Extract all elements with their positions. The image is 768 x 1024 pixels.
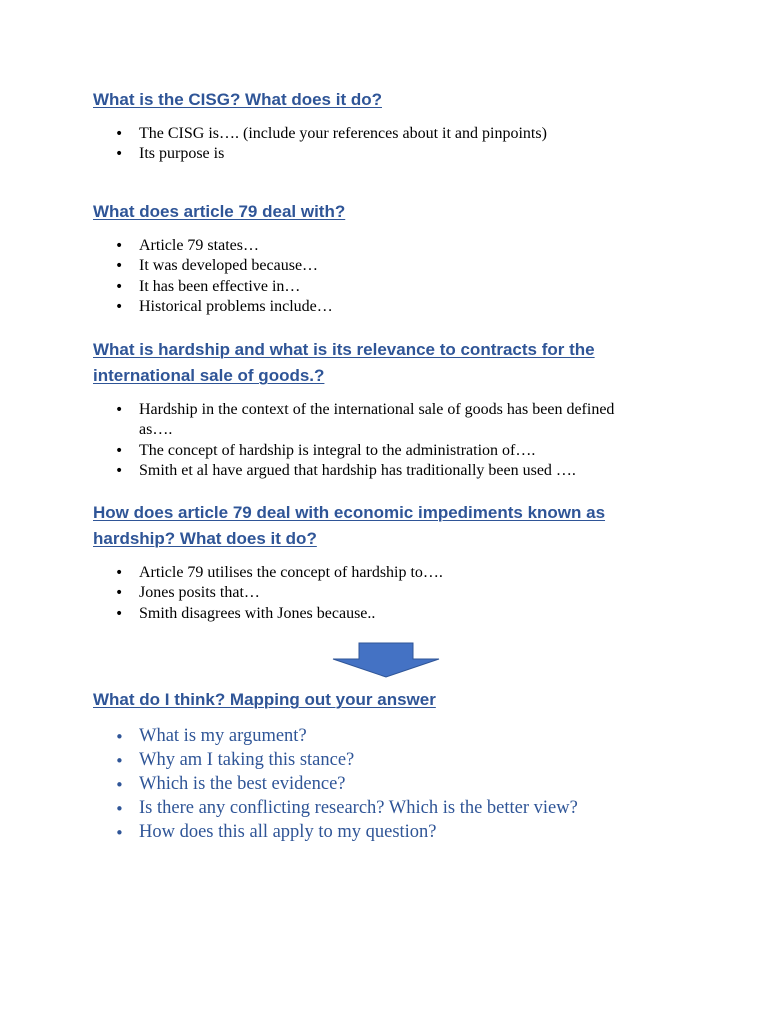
heading-hardship: What is hardship and what is its relevance to contracts for the international sale of goods.? [93,340,595,385]
list-item: • Historical problems include… [0,297,639,317]
down-arrow-icon [332,642,440,678]
list-item: • The concept of hardship is integral to the administration of…. [0,441,639,461]
list-item: • It has been effective in… [0,277,639,297]
list-item: • Hardship in the context of the international sale of goods has been defined as…. [0,400,639,441]
list-item: • It was developed because… [0,256,639,276]
heading-article-79: What does article 79 deal with? [93,202,346,221]
list-item: • Why am I taking this stance? [0,748,639,772]
list-item: • The CISG is…. (include your references about it and pinpoints) [0,124,639,144]
list-item: • Is there any conflicting research? Which is the better view? [0,796,639,820]
bullet-list-cisg [0,124,639,165]
heading-economic-impediments: How does article 79 deal with economic impediments known as hardship? What does it do? [93,503,606,548]
list-item: • Which is the best evidence? [0,772,639,796]
list-item: • Article 79 states… [0,236,639,256]
list-item: • Its purpose is [0,144,639,164]
list-item: • Smith disagrees with Jones because.. [0,604,639,624]
bullet-list-economic-impediments [0,563,639,624]
bullet-list-hardship [0,400,639,481]
list-item: • Jones posits that… [0,583,639,603]
list-item: • Smith et al have argued that hardship has traditionally been used …. [0,461,639,481]
list-item: • What is my argument? [0,724,639,748]
heading-cisg: What is the CISG? What does it do? [93,90,382,109]
list-item: • Article 79 utilises the concept of hardship to…. [0,563,639,583]
bullet-list-article-79 [0,236,639,317]
bullet-list-mapping-answer [0,724,639,844]
heading-what-do-i-think: What do I think? Mapping out your answer [93,690,436,709]
list-item: • How does this all apply to my question? [0,820,639,844]
